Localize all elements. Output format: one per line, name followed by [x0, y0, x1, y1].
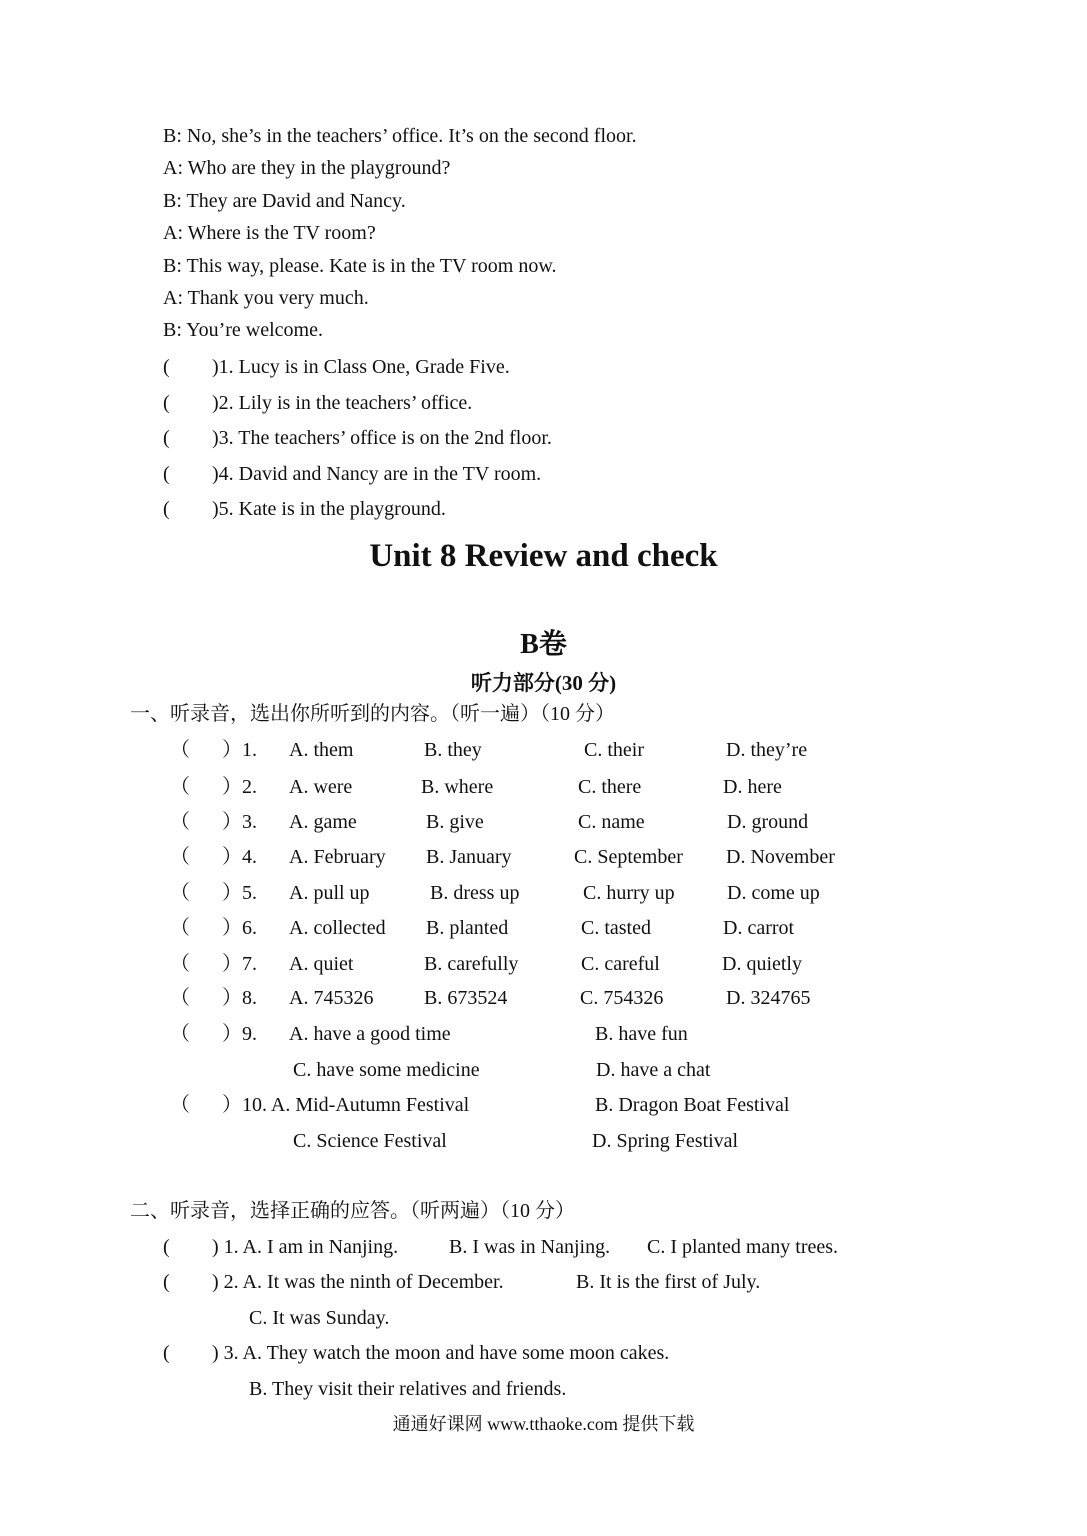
option-b: B. 673524 — [424, 987, 508, 1009]
option-a: A. them — [289, 739, 354, 761]
response-option-a: ) 3. A. They watch the moon and have some moon cakes. — [212, 1342, 670, 1364]
option-d: D. they’re — [726, 739, 808, 761]
option-a: A. 745326 — [289, 987, 374, 1009]
item-number: ）5. — [222, 882, 257, 904]
answer-paren: ( — [163, 463, 170, 485]
option-b: B. dress up — [430, 882, 520, 904]
item-number-option-a: ）10. A. Mid-Autumn Festival — [222, 1094, 470, 1116]
response-option-a: ) 1. A. I am in Nanjing. — [212, 1236, 399, 1258]
judgment-text: )4. David and Nancy are in the TV room. — [212, 463, 542, 485]
answer-paren: （ — [170, 987, 190, 1009]
answer-paren: ( — [163, 427, 170, 449]
option-a: A. were — [289, 776, 353, 798]
option-b: B. they — [424, 739, 482, 761]
option-a: A. have a good time — [289, 1023, 451, 1045]
answer-paren: （ — [170, 1023, 190, 1045]
answer-paren: （ — [170, 846, 190, 868]
dialogue-line-5: B: This way, please. Kate is in the TV room now. — [163, 255, 557, 277]
judgment-text: )5. Kate is in the playground. — [212, 498, 446, 520]
option-d: D. carrot — [723, 917, 795, 939]
option-d: D. 324765 — [726, 987, 811, 1009]
item-number: ）6. — [222, 917, 257, 939]
option-c: C. Science Festival — [293, 1130, 447, 1152]
response-option-a: ) 2. A. It was the ninth of December. — [212, 1271, 504, 1293]
item-number: ）8. — [222, 987, 257, 1009]
option-c: C. there — [578, 776, 642, 798]
answer-paren: ( — [163, 1342, 170, 1364]
judgment-text: )1. Lucy is in Class One, Grade Five. — [212, 356, 510, 378]
answer-paren: ( — [163, 392, 170, 414]
item-number: ）2. — [222, 776, 257, 798]
response-option-b: B. I was in Nanjing. — [449, 1236, 611, 1258]
option-b: B. have fun — [595, 1023, 688, 1045]
listening-header: 听力部分(30 分) — [470, 671, 617, 695]
response-option-c: C. It was Sunday. — [249, 1307, 390, 1329]
unit-title: Unit 8 Review and check — [369, 538, 718, 574]
item-number: ）9. — [222, 1023, 257, 1045]
dialogue-line-2: A: Who are they in the playground? — [163, 157, 451, 179]
item-number: ）1. — [222, 739, 257, 761]
dialogue-line-4: A: Where is the TV room? — [163, 222, 376, 244]
judgment-text: )2. Lily is in the teachers’ office. — [212, 392, 473, 414]
item-number: ）7. — [222, 953, 257, 975]
option-d: D. come up — [727, 882, 820, 904]
answer-paren: （ — [170, 953, 190, 975]
answer-paren: （ — [170, 917, 190, 939]
option-c: C. September — [574, 846, 683, 868]
answer-paren: （ — [170, 811, 190, 833]
section1-heading: 一、听录音，选出你所听到的内容。（听一遍）（10 分） — [130, 703, 615, 725]
response-option-b: B. They visit their relatives and friends. — [249, 1378, 567, 1400]
answer-paren: ( — [163, 1236, 170, 1258]
option-d: D. Spring Festival — [592, 1130, 739, 1152]
option-d: D. have a chat — [596, 1059, 711, 1081]
option-c: C. careful — [581, 953, 660, 975]
option-c: C. name — [578, 811, 645, 833]
response-option-c: C. I planted many trees. — [647, 1236, 839, 1258]
option-b: B. Dragon Boat Festival — [595, 1094, 790, 1116]
option-c: C. their — [584, 739, 644, 761]
response-option-b: B. It is the first of July. — [576, 1271, 761, 1293]
paper-label: B卷 — [520, 629, 567, 660]
option-b: B. carefully — [424, 953, 519, 975]
option-d: D. ground — [727, 811, 809, 833]
answer-paren: ( — [163, 498, 170, 520]
option-a: A. pull up — [289, 882, 370, 904]
answer-paren: （ — [170, 882, 190, 904]
option-a: A. quiet — [289, 953, 354, 975]
option-a: A. February — [289, 846, 386, 868]
option-a: A. game — [289, 811, 357, 833]
dialogue-line-1: B: No, she’s in the teachers’ office. It’s on the second floor. — [163, 125, 637, 147]
option-b: B. January — [426, 846, 512, 868]
option-c: C. have some medicine — [293, 1059, 480, 1081]
option-b: B. planted — [426, 917, 509, 939]
judgment-text: )3. The teachers’ office is on the 2nd floor. — [212, 427, 552, 449]
option-b: B. where — [421, 776, 494, 798]
option-c: C. hurry up — [583, 882, 675, 904]
option-c: C. tasted — [581, 917, 651, 939]
option-a: A. collected — [289, 917, 386, 939]
section2-heading: 二、听录音，选择正确的应答。（听两遍）（10 分） — [130, 1200, 575, 1222]
dialogue-line-3: B: They are David and Nancy. — [163, 190, 406, 212]
dialogue-line-6: A: Thank you very much. — [163, 287, 369, 309]
answer-paren: ( — [163, 1271, 170, 1293]
option-d: D. here — [723, 776, 782, 798]
answer-paren: （ — [170, 776, 190, 798]
item-number: ）4. — [222, 846, 257, 868]
option-b: B. give — [426, 811, 484, 833]
item-number: ）3. — [222, 811, 257, 833]
answer-paren: （ — [170, 739, 190, 761]
dialogue-line-7: B: You’re welcome. — [163, 319, 323, 341]
answer-paren: ( — [163, 356, 170, 378]
option-d: D. quietly — [722, 953, 802, 975]
page-footer: 通通好课网 www.tthaoke.com 提供下载 — [392, 1414, 695, 1434]
answer-paren: （ — [170, 1094, 190, 1116]
option-c: C. 754326 — [580, 987, 664, 1009]
option-d: D. November — [726, 846, 835, 868]
